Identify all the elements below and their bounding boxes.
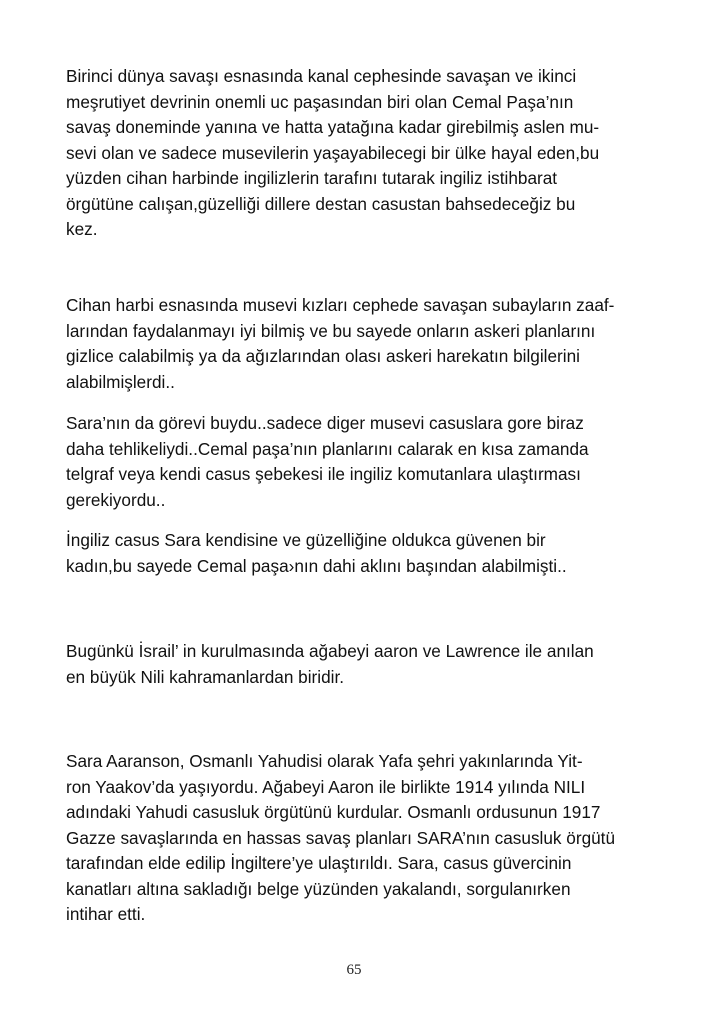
text-line: ron Yaakov’da yaşıyordu. Ağabeyi Aaron ile birlikte 1914 yılında NILI [66,776,586,797]
paragraph-israil [66,639,594,690]
text-line: meşrutiyet devrinin onemli uc paşasından biri olan Cemal Paşa’nın [66,91,574,112]
text-line: yüzden cihan harbinde ingilizlerin tarafını tutarak ingiliz istihbarat [66,168,558,188]
paragraph-cihan-harbi [66,293,614,395]
text-line: adındaki Yahudi casusluk örgütünü kurdular. Osmanlı ordusunun 1917 [66,802,601,822]
text-line: alabilmişlerdi.. [66,371,175,392]
text-line: en büyük Nili kahramanlardan biridir. [66,666,345,687]
text-line: Gazze savaşlarında en hassas savaş planları SARA’nın casusluk örgütü [66,827,616,848]
text-line: gizlice calabilmiş ya da ağızlarından olası askeri harekatın bilgilerini [66,346,580,366]
text-line: larından faydalanmayı iyi bilmiş ve bu sayede onların askeri planlarını [66,320,596,341]
text-line: tarafından elde edilip İngiltere’ye ulaştırıldı. Sara, casus güvercinin [66,853,572,873]
text-line: intihar etti. [66,904,146,924]
text-line: Sara’nın da görevi buydu..sadece diger musevi casuslara gore biraz [66,413,584,433]
text-line: Sara Aaranson, Osmanlı Yahudisi olarak Yafa şehri yakınlarında Yit- [66,751,583,771]
text-line: Cihan harbi esnasında musevi kızları cephede savaşan subayların zaaf- [66,295,615,315]
text-line: Bugünkü İsrail’ in kurulmasında ağabeyi aaron ve Lawrence ile anılan [66,641,594,661]
text-line: Birinci dünya savaşı esnasında kanal cephesinde savaşan ve ikinci [66,66,577,86]
page-number: 65 [346,962,362,978]
text-line: kez. [66,219,98,239]
text-line: İngiliz casus Sara kendisine ve güzelliğine oldukca güvenen bir [66,530,546,550]
text-line: kadın,bu sayede Cemal paşa›nın dahi aklını başından alabilmişti.. [66,555,567,576]
paragraph-cemal-pasa-intro [66,64,599,243]
text-line: savaş doneminde yanına ve hatta yatağına kadar girebilmiş aslen mu- [66,117,600,137]
paragraph-ingiliz-casus [66,528,567,579]
text-line: gerekiyordu.. [66,489,166,510]
text-line: sevi olan ve sadece musevilerin yaşayabilecegi bir ülke hayal eden,bu [66,142,600,163]
paragraph-sara-aaranson [66,749,615,928]
text-line: örgütüne calışan,güzelliği dillere destan casustan bahsedeceğiz bu [66,193,576,214]
text-line: kanatları altına sakladığı belge yüzünden yakalandı, sorgulanırken [66,878,571,899]
paragraph-sara-gorevi [66,411,589,513]
text-line: daha tehlikeliydi..Cemal paşa’nın planlarını calarak en kısa zamanda [66,438,589,459]
text-line: telgraf veya kendi casus şebekesi ile ingiliz komutanlara ulaştırması [66,464,581,484]
